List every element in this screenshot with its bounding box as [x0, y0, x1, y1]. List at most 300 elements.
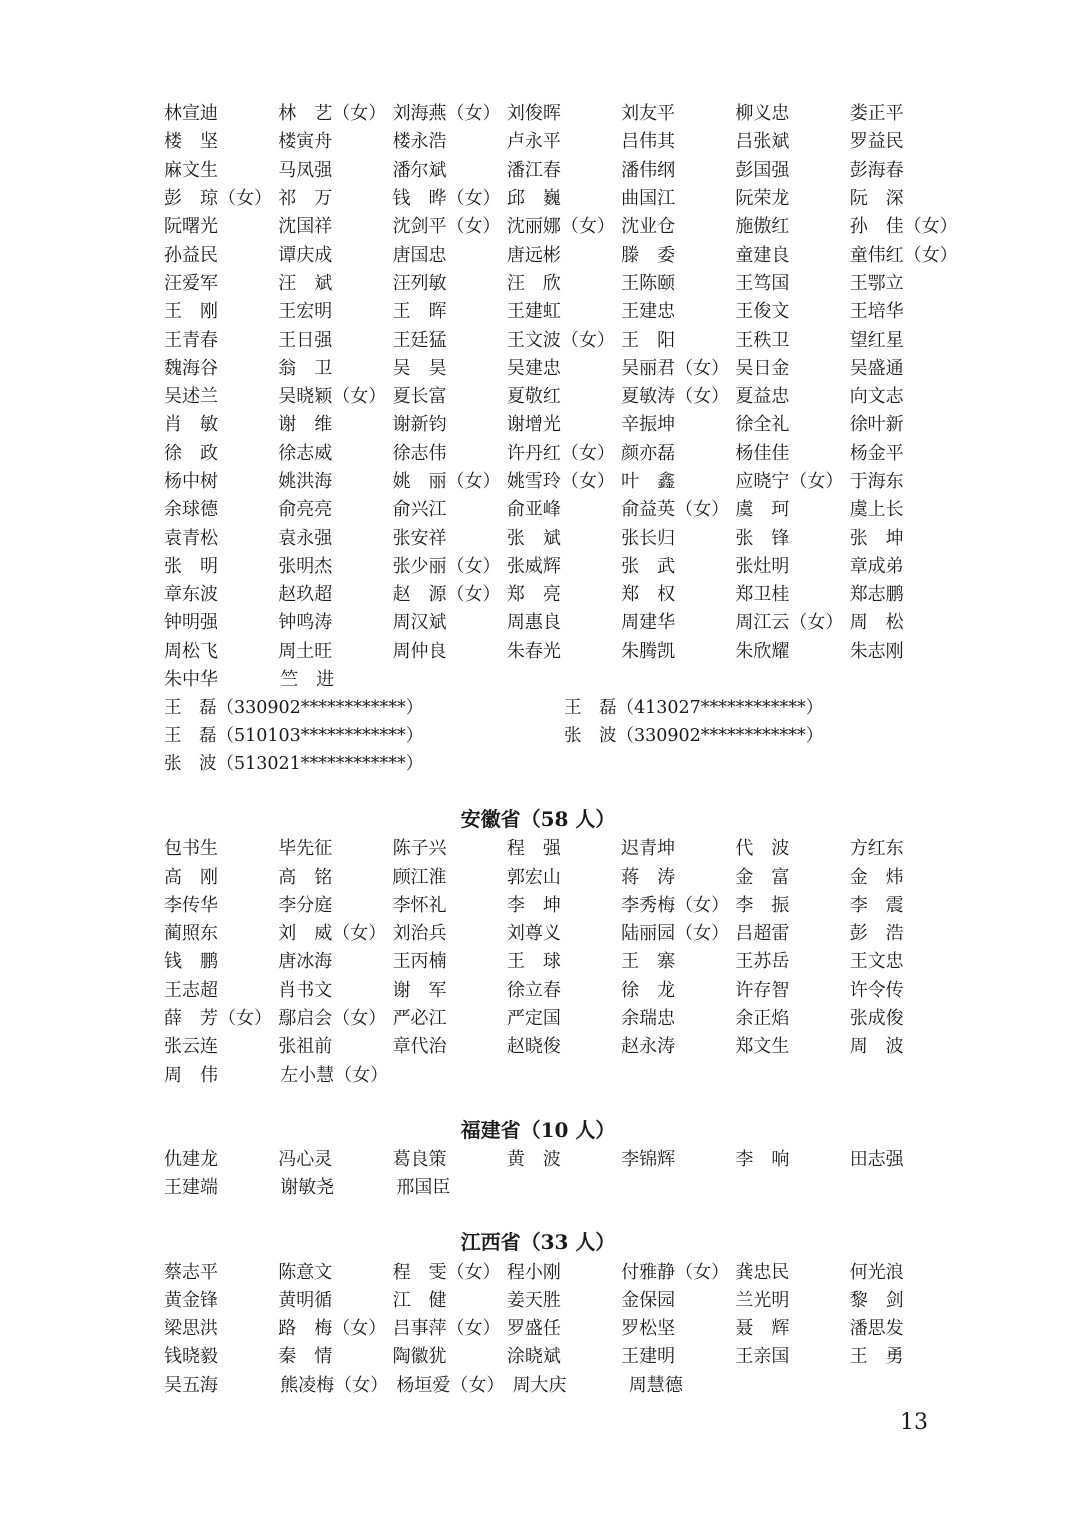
person-name: 严必江: [392, 1008, 447, 1030]
person-name: 潘江春: [506, 159, 561, 181]
person-name: 于海东: [849, 471, 904, 492]
person-name: 彭 琼（女）: [164, 188, 272, 210]
person-name: 余正焰: [735, 1008, 790, 1030]
person-name: 周仲良: [392, 640, 447, 662]
person-name: 张威辉: [506, 555, 561, 577]
person-name: 阮曙光: [164, 216, 218, 238]
person-name: 唐远彬: [506, 244, 561, 266]
name-row: [164, 579, 964, 607]
person-name: 潘思发: [849, 1318, 904, 1340]
person-name: 王建忠: [621, 301, 676, 323]
person-name: 高 铭: [278, 866, 333, 888]
person-name: 张祖前: [278, 1036, 333, 1058]
person-name: 麻文生: [164, 159, 218, 181]
person-name: 熊凌梅（女）: [280, 1374, 389, 1396]
section: [164, 1088, 964, 1201]
person-name: 钱 晔（女）: [392, 188, 501, 210]
person-name: 王俊文: [735, 301, 790, 323]
page-number: 13: [900, 1410, 928, 1435]
person-name: 李 震: [849, 894, 904, 916]
person-name: 徐志伟: [392, 442, 447, 464]
person-name: 王 勇: [849, 1346, 904, 1368]
person-name: 辛振坤: [621, 414, 676, 436]
person-name: 徐 龙: [621, 979, 676, 1001]
person-name: 俞益英（女）: [621, 499, 730, 521]
person-name: 王 刚: [164, 301, 218, 323]
person-name: 蔡志平: [164, 1261, 218, 1283]
person-name-with-id: 王 磊（510103************）: [164, 726, 424, 747]
name-row: [164, 918, 964, 946]
person-name: 路 梅（女）: [278, 1318, 387, 1340]
person-name: 沈剑平（女）: [392, 216, 501, 238]
person-name: 楼永浩: [392, 131, 447, 153]
section: [164, 777, 964, 1088]
name-row: [164, 522, 964, 550]
person-name: 涂晓斌: [506, 1346, 561, 1368]
person-name: 何光浪: [849, 1261, 904, 1283]
person-name: 秦 情: [278, 1346, 333, 1368]
person-name: 刘 威（女）: [278, 923, 387, 945]
name-row: [164, 239, 964, 267]
person-name: 王廷猛: [392, 329, 447, 351]
person-name: 金 富: [735, 866, 790, 888]
person-name: 赵玖超: [278, 584, 333, 606]
person-name: 翁 卫: [278, 357, 333, 379]
person-name: 金保园: [621, 1289, 676, 1311]
name-row: [164, 494, 964, 522]
person-name: 向文志: [849, 386, 904, 408]
person-name: 沈业仓: [621, 216, 676, 238]
person-name: 姚雪玲（女）: [506, 471, 615, 492]
person-name: 吕张斌: [735, 131, 790, 153]
person-name: 金 炜: [849, 866, 904, 888]
person-name: 张 明: [164, 555, 218, 577]
section: [164, 98, 964, 777]
person-name: 黄金锋: [164, 1289, 218, 1311]
person-name: 颜亦磊: [621, 442, 676, 464]
section-title-text: 江西省（33 人）: [460, 1230, 616, 1255]
person-name: 夏长富: [392, 386, 447, 408]
name-id-row: [164, 692, 964, 720]
person-name: 钟鸣涛: [278, 612, 333, 634]
person-name: 彭海春: [849, 159, 904, 181]
person-name: 曲国江: [621, 188, 676, 210]
person-name: 吴五海: [164, 1374, 218, 1396]
person-name: 袁青松: [164, 527, 218, 549]
person-name: 滕 委: [621, 244, 676, 266]
name-row: [164, 1370, 964, 1398]
person-name: 周 波: [849, 1036, 904, 1058]
person-name: 包书生: [164, 838, 218, 860]
person-name: 陈子兴: [392, 838, 447, 860]
person-name: 汪 欣: [506, 272, 561, 294]
person-name: 刘友平: [621, 103, 676, 125]
person-name: 杨佳佳: [735, 442, 790, 464]
person-name: 谢 军: [392, 979, 447, 1001]
person-name: 张明杰: [278, 555, 333, 577]
person-name: 王 球: [506, 951, 561, 973]
person-name: 朱欣耀: [735, 640, 790, 662]
name-row: [164, 466, 964, 494]
person-name: 周惠良: [506, 612, 561, 634]
name-row: [164, 1144, 964, 1172]
person-name: 王建端: [164, 1177, 218, 1199]
name-row: [164, 861, 964, 889]
section-title-text: 福建省（10 人）: [460, 1117, 616, 1142]
person-name: 谢增光: [506, 414, 561, 436]
person-name: 左小慧（女）: [280, 1064, 389, 1086]
person-name: 罗盛任: [506, 1318, 561, 1340]
person-name: 方红东: [849, 838, 904, 860]
person-name: 毕先征: [278, 838, 333, 860]
person-name-with-id: 王 磊（330902************）: [164, 697, 424, 718]
person-name: 鄢启会（女）: [278, 1008, 387, 1030]
person-name: 林 艺（女）: [278, 103, 387, 125]
person-name: 吴日金: [735, 357, 790, 379]
person-name: 王苏岳: [735, 951, 790, 973]
person-name: 谢敏尧: [280, 1177, 335, 1199]
name-row: [164, 296, 964, 324]
person-name: 王陈颐: [621, 272, 676, 294]
name-row: [164, 183, 964, 211]
person-name: 付雅静（女）: [621, 1261, 730, 1283]
person-name: 张成俊: [849, 1008, 904, 1030]
person-name: 祁 万: [278, 188, 333, 210]
person-name: 徐全礼: [735, 414, 790, 436]
person-name: 赵永涛: [621, 1036, 676, 1058]
person-name: 周江云（女）: [735, 612, 844, 634]
person-name: 虞上长: [849, 499, 904, 521]
person-name: 钟明强: [164, 612, 218, 634]
name-row: [164, 975, 964, 1003]
person-name: 张 坤: [849, 527, 904, 549]
person-name: 张 武: [621, 555, 676, 577]
person-name: 朱中华: [164, 669, 218, 691]
person-name: 朱志刚: [849, 640, 904, 662]
person-name: 朱腾凯: [621, 640, 676, 662]
person-name: 江 健: [392, 1289, 447, 1311]
person-name: 王笃国: [735, 272, 790, 294]
person-name: 章成弟: [849, 555, 904, 577]
person-name: 赵晓俊: [506, 1036, 561, 1058]
person-name-with-id: 张 波（513021************）: [164, 754, 424, 775]
person-name: 薛 芳（女）: [164, 1008, 272, 1030]
person-name: 钱晓毅: [164, 1346, 218, 1368]
person-name: 王亲国: [735, 1346, 790, 1368]
person-name: 阮 深: [849, 188, 904, 210]
person-name: 童建良: [735, 244, 790, 266]
person-name: 汪列敏: [392, 272, 447, 294]
person-name: 余球德: [164, 499, 218, 521]
person-name: 许丹红（女）: [506, 442, 615, 464]
person-name: 吕伟其: [621, 131, 676, 153]
person-name: 刘治兵: [392, 923, 447, 945]
person-name: 汪 斌: [278, 272, 333, 294]
person-name: 郭宏山: [506, 866, 561, 888]
person-name: 郑志鹏: [849, 584, 904, 606]
person-name: 阮荣龙: [735, 188, 790, 210]
name-row: [164, 381, 964, 409]
person-name: 徐 政: [164, 442, 218, 464]
person-name: 郑 亮: [506, 584, 561, 606]
person-name: 张少丽（女）: [392, 555, 501, 577]
person-name: 彭国强: [735, 159, 790, 181]
person-name: 吕事萍（女）: [392, 1318, 501, 1340]
person-name: 应晓宁（女）: [735, 471, 844, 492]
name-row: [164, 98, 964, 126]
person-name: 周土旺: [278, 640, 333, 662]
section-title-text: 安徽省（58 人）: [460, 807, 616, 832]
person-name: 谢新钧: [392, 414, 447, 436]
person-name: 杨垣爱（女）: [396, 1374, 505, 1396]
name-row: [164, 636, 964, 664]
name-list: [164, 98, 964, 1398]
person-name: 王文忠: [849, 951, 904, 973]
person-name: 兰光明: [735, 1289, 790, 1311]
person-name: 竺 进: [280, 669, 335, 691]
person-name: 吴晓颖（女）: [278, 386, 387, 408]
person-name: 许存智: [735, 979, 790, 1001]
person-name: 田志强: [849, 1148, 904, 1170]
person-name: 王丙楠: [392, 951, 447, 973]
name-id-row: [164, 721, 964, 749]
person-name: 陆丽园（女）: [621, 923, 730, 945]
person-name: 杨中树: [164, 471, 218, 492]
person-name: 郑文生: [735, 1036, 790, 1058]
person-name: 柳义忠: [735, 103, 790, 125]
person-name: 许令传: [849, 979, 904, 1001]
person-name: 吴 昊: [392, 357, 447, 379]
name-row: [164, 1256, 964, 1284]
name-row: [164, 353, 964, 381]
person-name-with-id: 张 波（330902************）: [564, 726, 824, 747]
name-row: [164, 551, 964, 579]
section: [164, 1200, 964, 1397]
person-name: 李分庭: [278, 894, 333, 916]
person-name: 张安祥: [392, 527, 447, 549]
person-name: 魏海谷: [164, 357, 218, 379]
person-name: 楼寅舟: [278, 131, 333, 153]
person-name: 潘伟纲: [621, 159, 676, 181]
person-name: 望红星: [849, 329, 904, 351]
person-name: 余瑞忠: [621, 1008, 676, 1030]
person-name: 彭 浩: [849, 923, 904, 945]
person-name: 吴盛通: [849, 357, 904, 379]
person-name: 朱春光: [506, 640, 561, 662]
person-name: 蒋 涛: [621, 866, 676, 888]
person-name: 姚 丽（女）: [392, 471, 501, 492]
person-name: 刘海燕（女）: [392, 103, 501, 125]
name-row: [164, 1031, 964, 1059]
person-name: 张云连: [164, 1036, 218, 1058]
person-name: 徐立春: [506, 979, 561, 1001]
person-name: 龚忠民: [735, 1261, 790, 1283]
person-name: 黄 波: [506, 1148, 561, 1170]
person-name: 周建华: [621, 612, 676, 634]
section-title: [162, 1088, 914, 1144]
person-name: 娄正平: [849, 103, 904, 125]
person-name: 徐志威: [278, 442, 333, 464]
person-name: 李锦辉: [621, 1148, 676, 1170]
name-row: [164, 126, 964, 154]
person-name: 徐叶新: [849, 414, 904, 436]
person-name: 虞 珂: [735, 499, 790, 521]
person-name: 冯心灵: [278, 1148, 333, 1170]
person-name: 周 伟: [164, 1064, 218, 1086]
person-name: 郑 权: [621, 584, 676, 606]
name-row: [164, 211, 964, 239]
person-name: 王 阳: [621, 329, 676, 351]
section-title: [162, 1200, 914, 1256]
person-name: 赵 源（女）: [392, 584, 501, 606]
person-name: 吴建忠: [506, 357, 561, 379]
person-name: 王 晖: [392, 301, 447, 323]
person-name: 章东波: [164, 584, 218, 606]
person-name: 吕超雷: [735, 923, 790, 945]
person-name: 刘尊义: [506, 923, 561, 945]
name-row: [164, 946, 964, 974]
person-name: 潘尔斌: [392, 159, 447, 181]
person-name: 周慧德: [628, 1374, 683, 1396]
person-name: 马凤强: [278, 159, 333, 181]
person-name: 吴丽君（女）: [621, 357, 730, 379]
person-name: 王宏明: [278, 301, 333, 323]
person-name: 李传华: [164, 894, 218, 916]
person-name: 王文波（女）: [506, 329, 615, 351]
person-name: 罗益民: [849, 131, 904, 153]
person-name: 张 锋: [735, 527, 790, 549]
person-name: 夏敬红: [506, 386, 561, 408]
person-name: 吴述兰: [164, 386, 218, 408]
person-name: 李 振: [735, 894, 790, 916]
person-name: 杨金平: [849, 442, 904, 464]
person-name: 汪爱军: [164, 272, 218, 294]
person-name: 顾江淮: [392, 866, 447, 888]
name-row: [164, 1172, 964, 1200]
name-row: [164, 890, 964, 918]
person-name: 周松飞: [164, 640, 218, 662]
name-row: [164, 324, 964, 352]
person-name: 周汉斌: [392, 612, 447, 634]
person-name: 孙益民: [164, 244, 218, 266]
person-name: 张长归: [621, 527, 676, 549]
person-name: 陈意文: [278, 1261, 333, 1283]
person-name: 孙 佳（女）: [849, 216, 958, 238]
person-name: 谭庆成: [278, 244, 333, 266]
person-name: 代 波: [735, 838, 790, 860]
name-row: [164, 1285, 964, 1313]
person-name: 王鄂立: [849, 272, 904, 294]
name-row: [164, 438, 964, 466]
person-name: 王培华: [849, 301, 904, 323]
person-name: 王志超: [164, 979, 218, 1001]
name-row: [164, 1313, 964, 1341]
person-name: 程小刚: [506, 1261, 561, 1283]
person-name: 楼 坚: [164, 131, 218, 153]
name-row: [164, 155, 964, 183]
person-name: 俞亚峰: [506, 499, 561, 521]
person-name: 肖书文: [278, 979, 333, 1001]
person-name: 俞兴江: [392, 499, 447, 521]
person-name: 李怀礼: [392, 894, 447, 916]
person-name: 程 雯（女）: [392, 1261, 501, 1283]
person-name: 谢 维: [278, 414, 333, 436]
person-name: 唐冰海: [278, 951, 333, 973]
name-row: [164, 1060, 964, 1088]
person-name: 肖 敏: [164, 414, 218, 436]
person-name: 高 刚: [164, 866, 218, 888]
name-row: [164, 607, 964, 635]
person-name: 聂 辉: [735, 1318, 790, 1340]
person-name: 王 寨: [621, 951, 676, 973]
person-name: 林宣迪: [164, 103, 218, 125]
person-name: 张灶明: [735, 555, 790, 577]
person-name: 迟青坤: [621, 838, 676, 860]
person-name: 罗松坚: [621, 1318, 676, 1340]
person-name: 黎 剑: [849, 1289, 904, 1311]
person-name: 仇建龙: [164, 1148, 218, 1170]
person-name: 唐国忠: [392, 244, 447, 266]
person-name: 周 松: [849, 612, 904, 634]
person-name: 袁永强: [278, 527, 333, 549]
person-name: 夏益忠: [735, 386, 790, 408]
person-name: 黄明循: [278, 1289, 333, 1311]
name-row: [164, 1341, 964, 1369]
person-name: 夏敏涛（女）: [621, 386, 730, 408]
person-name: 沈国祥: [278, 216, 333, 238]
person-name: 王建明: [621, 1346, 676, 1368]
person-name: 严定国: [506, 1008, 561, 1030]
person-name: 叶 鑫: [621, 471, 676, 492]
person-name: 蔺照东: [164, 923, 218, 945]
person-name: 梁思洪: [164, 1318, 218, 1340]
person-name: 施傲红: [735, 216, 790, 238]
name-row: [164, 1003, 964, 1031]
person-name: 钱 鹏: [164, 951, 218, 973]
person-name: 李秀梅（女）: [621, 894, 730, 916]
person-name: 王秩卫: [735, 329, 790, 351]
person-name: 程 强: [506, 838, 561, 860]
person-name: 邢国臣: [396, 1177, 451, 1199]
person-name: 李 坤: [506, 894, 561, 916]
person-name: 姚洪海: [278, 471, 333, 492]
name-id-row: [164, 749, 964, 777]
person-name: 童伟红（女）: [849, 244, 958, 266]
person-name: 刘俊晖: [506, 103, 561, 125]
name-row: [164, 409, 964, 437]
person-name: 郑卫桂: [735, 584, 790, 606]
person-name: 李 响: [735, 1148, 790, 1170]
name-row: [164, 833, 964, 861]
person-name-with-id: 王 磊（413027************）: [564, 697, 824, 718]
section-title: [162, 777, 914, 833]
name-row: [164, 664, 964, 692]
person-name: 邱 巍: [506, 188, 561, 210]
person-name: 章代治: [392, 1036, 447, 1058]
person-name: 张 斌: [506, 527, 561, 549]
person-name: 王青春: [164, 329, 218, 351]
person-name: 陶徽犹: [392, 1346, 447, 1368]
person-name: 卢永平: [506, 131, 561, 153]
person-name: 王日强: [278, 329, 333, 351]
person-name: 周大庆: [512, 1374, 567, 1396]
person-name: 姜天胜: [506, 1289, 561, 1311]
person-name: 沈丽娜（女）: [506, 216, 615, 238]
name-row: [164, 268, 964, 296]
person-name: 俞亮亮: [278, 499, 333, 521]
person-name: 王建虹: [506, 301, 561, 323]
person-name: 葛良策: [392, 1148, 447, 1170]
